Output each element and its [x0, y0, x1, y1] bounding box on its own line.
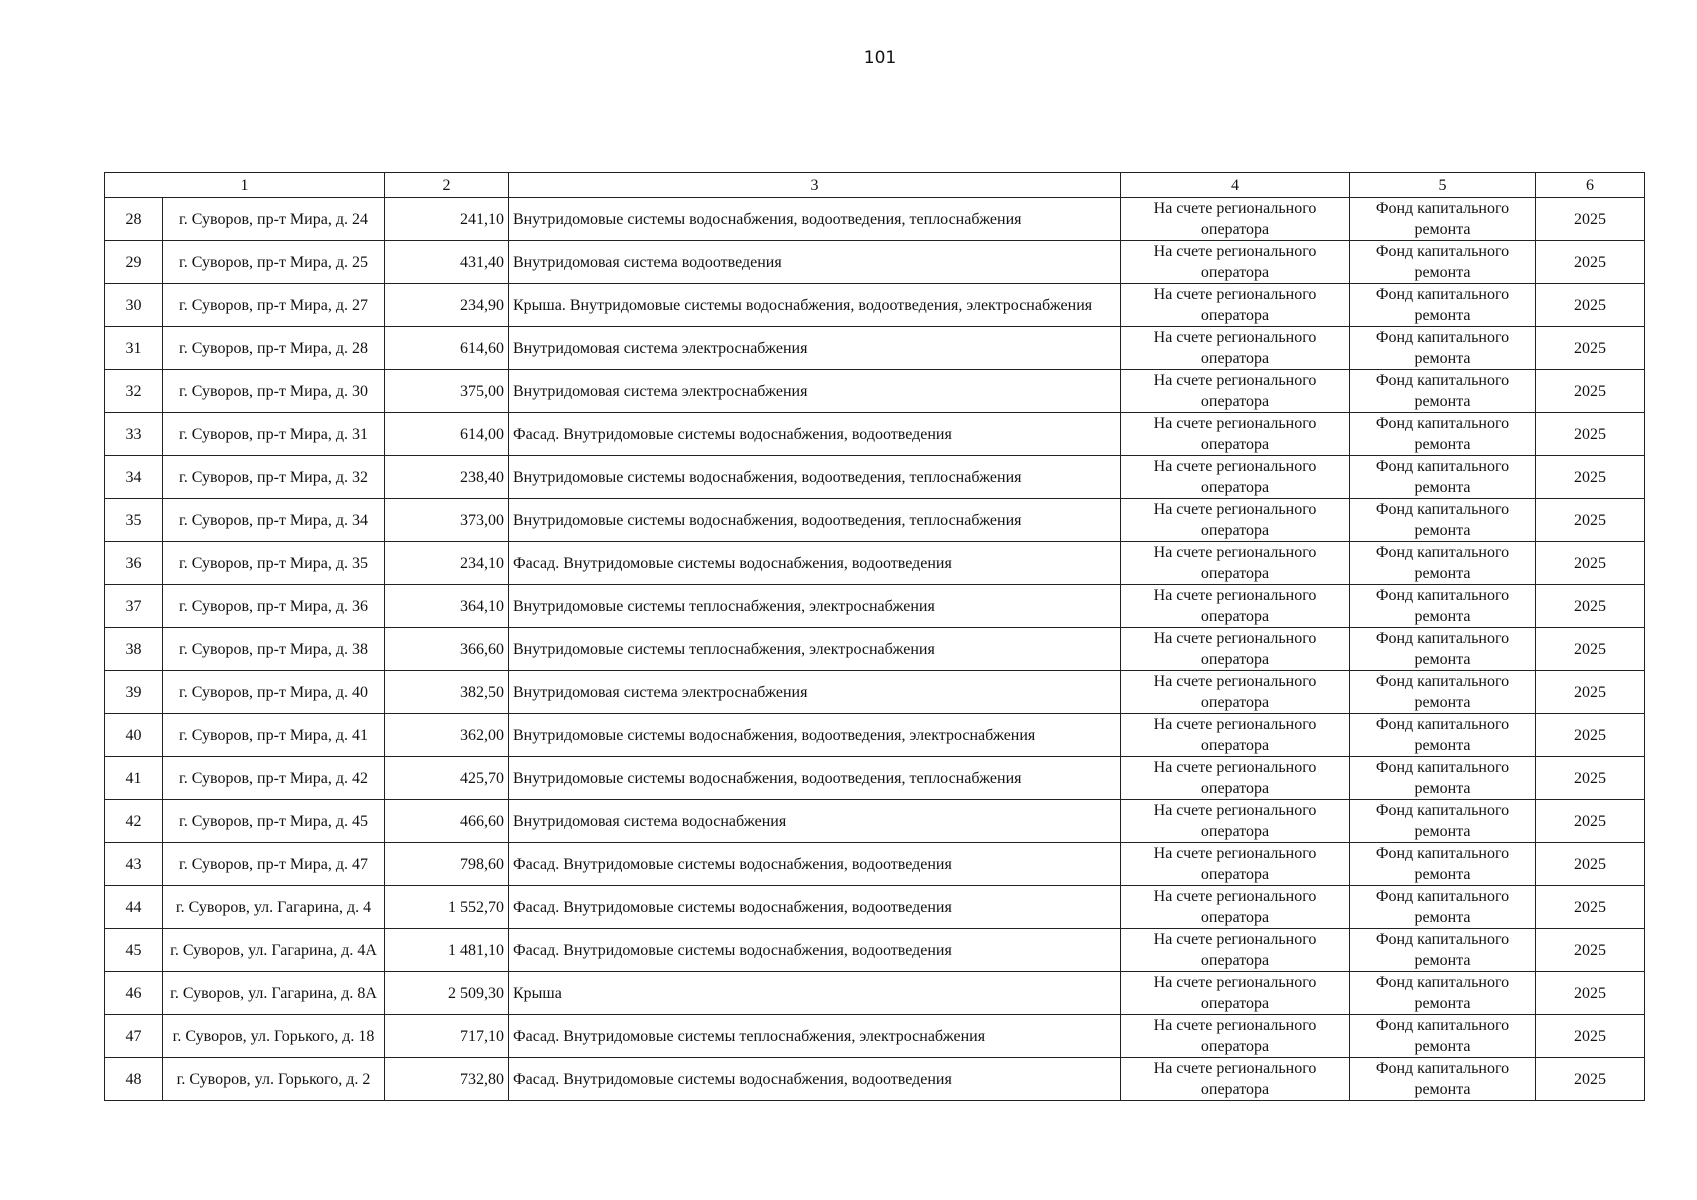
house-area-cell: 798,60 — [385, 843, 509, 886]
house-address-cell: г. Суворов, пр-т Мира, д. 36 — [163, 585, 385, 628]
repair-works-cell: Крыша — [509, 972, 1121, 1015]
page-number: 101 — [863, 48, 897, 68]
planned-year-cell: 2025 — [1536, 413, 1645, 456]
house-address-cell: г. Суворов, пр-т Мира, д. 47 — [163, 843, 385, 886]
fund-account-cell: На счете регионального оператора — [1121, 800, 1350, 843]
repair-works-cell: Внутридомовая система электроснабжения — [509, 671, 1121, 714]
house-address-cell: г. Суворов, пр-т Мира, д. 45 — [163, 800, 385, 843]
header-cell-3: 3 — [509, 173, 1121, 198]
funding-source-cell: Фонд капитального ремонта — [1350, 198, 1536, 241]
row-number-cell: 44 — [105, 886, 163, 929]
funding-source-cell: Фонд капитального ремонта — [1350, 628, 1536, 671]
header-cell-5: 5 — [1350, 173, 1536, 198]
funding-source-cell: Фонд капитального ремонта — [1350, 370, 1536, 413]
house-address-cell: г. Суворов, пр-т Мира, д. 34 — [163, 499, 385, 542]
house-area-cell: 373,00 — [385, 499, 509, 542]
table-row — [105, 456, 1645, 499]
funding-source-cell: Фонд капитального ремонта — [1350, 1015, 1536, 1058]
fund-account-cell: На счете регионального оператора — [1121, 886, 1350, 929]
fund-account-cell: На счете регионального оператора — [1121, 542, 1350, 585]
repair-works-cell: Внутридомовые системы водоснабжения, водоотведения, теплоснабжения — [509, 757, 1121, 800]
planned-year-cell: 2025 — [1536, 241, 1645, 284]
planned-year-cell: 2025 — [1536, 1058, 1645, 1101]
fund-account-cell: На счете регионального оператора — [1121, 1058, 1350, 1101]
house-area-cell: 1 481,10 — [385, 929, 509, 972]
funding-source-cell: Фонд капитального ремонта — [1350, 499, 1536, 542]
row-number-cell: 42 — [105, 800, 163, 843]
table-row — [105, 800, 1645, 843]
repair-works-cell: Фасад. Внутридомовые системы водоснабжения, водоотведения — [509, 843, 1121, 886]
row-number-cell: 39 — [105, 671, 163, 714]
house-address-cell: г. Суворов, ул. Горького, д. 2 — [163, 1058, 385, 1101]
funding-source-cell: Фонд капитального ремонта — [1350, 1058, 1536, 1101]
house-address-cell: г. Суворов, ул. Горького, д. 18 — [163, 1015, 385, 1058]
fund-account-cell: На счете регионального оператора — [1121, 972, 1350, 1015]
repair-works-cell: Внутридомовая система электроснабжения — [509, 370, 1121, 413]
house-area-cell: 431,40 — [385, 241, 509, 284]
repair-schedule-table — [104, 172, 1645, 1101]
column-number-header — [105, 173, 1645, 198]
planned-year-cell: 2025 — [1536, 1015, 1645, 1058]
row-number-cell: 46 — [105, 972, 163, 1015]
row-number-cell: 32 — [105, 370, 163, 413]
funding-source-cell: Фонд капитального ремонта — [1350, 843, 1536, 886]
header-cell-6: 6 — [1536, 173, 1645, 198]
repair-works-cell: Внутридомовые системы водоснабжения, водоотведения, электроснабжения — [509, 714, 1121, 757]
house-area-cell: 382,50 — [385, 671, 509, 714]
house-address-cell: г. Суворов, пр-т Мира, д. 35 — [163, 542, 385, 585]
house-address-cell: г. Суворов, пр-т Мира, д. 32 — [163, 456, 385, 499]
table-row — [105, 585, 1645, 628]
repair-works-cell: Фасад. Внутридомовые системы водоснабжения, водоотведения — [509, 1058, 1121, 1101]
fund-account-cell: На счете регионального оператора — [1121, 284, 1350, 327]
table-row — [105, 886, 1645, 929]
row-number-cell: 33 — [105, 413, 163, 456]
house-area-cell: 375,00 — [385, 370, 509, 413]
fund-account-cell: На счете регионального оператора — [1121, 370, 1350, 413]
repair-works-cell: Внутридомовая система водоснабжения — [509, 800, 1121, 843]
house-area-cell: 362,00 — [385, 714, 509, 757]
repair-works-cell: Внутридомовые системы водоснабжения, водоотведения, теплоснабжения — [509, 499, 1121, 542]
planned-year-cell: 2025 — [1536, 585, 1645, 628]
table-row — [105, 843, 1645, 886]
repair-works-cell: Внутридомовые системы теплоснабжения, электроснабжения — [509, 585, 1121, 628]
planned-year-cell: 2025 — [1536, 542, 1645, 585]
row-number-cell: 29 — [105, 241, 163, 284]
repair-works-cell: Внутридомовая система водоотведения — [509, 241, 1121, 284]
row-number-cell: 34 — [105, 456, 163, 499]
house-area-cell: 234,10 — [385, 542, 509, 585]
row-number-cell: 47 — [105, 1015, 163, 1058]
planned-year-cell: 2025 — [1536, 198, 1645, 241]
repair-works-cell: Внутридомовые системы водоснабжения, водоотведения, теплоснабжения — [509, 456, 1121, 499]
table-row — [105, 241, 1645, 284]
house-address-cell: г. Суворов, пр-т Мира, д. 28 — [163, 327, 385, 370]
house-area-cell: 364,10 — [385, 585, 509, 628]
table-row — [105, 499, 1645, 542]
planned-year-cell: 2025 — [1536, 843, 1645, 886]
funding-source-cell: Фонд капитального ремонта — [1350, 714, 1536, 757]
house-area-cell: 425,70 — [385, 757, 509, 800]
house-address-cell: г. Суворов, пр-т Мира, д. 40 — [163, 671, 385, 714]
house-area-cell: 2 509,30 — [385, 972, 509, 1015]
planned-year-cell: 2025 — [1536, 757, 1645, 800]
table-row — [105, 757, 1645, 800]
house-area-cell: 1 552,70 — [385, 886, 509, 929]
funding-source-cell: Фонд капитального ремонта — [1350, 585, 1536, 628]
planned-year-cell: 2025 — [1536, 972, 1645, 1015]
house-area-cell: 238,40 — [385, 456, 509, 499]
house-address-cell: г. Суворов, ул. Гагарина, д. 8А — [163, 972, 385, 1015]
repair-works-cell: Фасад. Внутридомовые системы водоснабжения, водоотведения — [509, 542, 1121, 585]
planned-year-cell: 2025 — [1536, 499, 1645, 542]
fund-account-cell: На счете регионального оператора — [1121, 843, 1350, 886]
house-address-cell: г. Суворов, пр-т Мира, д. 42 — [163, 757, 385, 800]
funding-source-cell: Фонд капитального ремонта — [1350, 241, 1536, 284]
row-number-cell: 37 — [105, 585, 163, 628]
funding-source-cell: Фонд капитального ремонта — [1350, 800, 1536, 843]
row-number-cell: 36 — [105, 542, 163, 585]
table-row — [105, 714, 1645, 757]
fund-account-cell: На счете регионального оператора — [1121, 413, 1350, 456]
planned-year-cell: 2025 — [1536, 671, 1645, 714]
repair-works-cell: Внутридомовые системы теплоснабжения, электроснабжения — [509, 628, 1121, 671]
funding-source-cell: Фонд капитального ремонта — [1350, 757, 1536, 800]
funding-source-cell: Фонд капитального ремонта — [1350, 413, 1536, 456]
table-row — [105, 671, 1645, 714]
funding-source-cell: Фонд капитального ремонта — [1350, 671, 1536, 714]
repair-works-cell: Крыша. Внутридомовые системы водоснабжения, водоотведения, электроснабжения — [509, 284, 1121, 327]
funding-source-cell: Фонд капитального ремонта — [1350, 972, 1536, 1015]
table-row — [105, 542, 1645, 585]
row-number-cell: 45 — [105, 929, 163, 972]
planned-year-cell: 2025 — [1536, 929, 1645, 972]
planned-year-cell: 2025 — [1536, 370, 1645, 413]
fund-account-cell: На счете регионального оператора — [1121, 628, 1350, 671]
row-number-cell: 31 — [105, 327, 163, 370]
house-address-cell: г. Суворов, пр-т Мира, д. 41 — [163, 714, 385, 757]
funding-source-cell: Фонд капитального ремонта — [1350, 542, 1536, 585]
row-number-cell: 28 — [105, 198, 163, 241]
repair-works-cell: Фасад. Внутридомовые системы водоснабжения, водоотведения — [509, 413, 1121, 456]
house-area-cell: 466,60 — [385, 800, 509, 843]
house-area-cell: 614,00 — [385, 413, 509, 456]
fund-account-cell: На счете регионального оператора — [1121, 757, 1350, 800]
house-address-cell: г. Суворов, пр-т Мира, д. 38 — [163, 628, 385, 671]
house-address-cell: г. Суворов, пр-т Мира, д. 30 — [163, 370, 385, 413]
fund-account-cell: На счете регионального оператора — [1121, 1015, 1350, 1058]
repair-works-cell: Фасад. Внутридомовые системы теплоснабжения, электроснабжения — [509, 1015, 1121, 1058]
fund-account-cell: На счете регионального оператора — [1121, 327, 1350, 370]
house-address-cell: г. Суворов, пр-т Мира, д. 27 — [163, 284, 385, 327]
table-row — [105, 972, 1645, 1015]
row-number-cell: 38 — [105, 628, 163, 671]
fund-account-cell: На счете регионального оператора — [1121, 714, 1350, 757]
header-cell-4: 4 — [1121, 173, 1350, 198]
funding-source-cell: Фонд капитального ремонта — [1350, 456, 1536, 499]
row-number-cell: 30 — [105, 284, 163, 327]
house-area-cell: 366,60 — [385, 628, 509, 671]
repair-works-cell: Фасад. Внутридомовые системы водоснабжения, водоотведения — [509, 886, 1121, 929]
funding-source-cell: Фонд капитального ремонта — [1350, 886, 1536, 929]
table-row — [105, 198, 1645, 241]
row-number-cell: 48 — [105, 1058, 163, 1101]
funding-source-cell: Фонд капитального ремонта — [1350, 929, 1536, 972]
table-row — [105, 413, 1645, 456]
house-address-cell: г. Суворов, пр-т Мира, д. 31 — [163, 413, 385, 456]
table-row — [105, 628, 1645, 671]
header-cell-2: 2 — [385, 173, 509, 198]
house-address-cell: г. Суворов, пр-т Мира, д. 25 — [163, 241, 385, 284]
fund-account-cell: На счете регионального оператора — [1121, 499, 1350, 542]
planned-year-cell: 2025 — [1536, 800, 1645, 843]
table-row — [105, 327, 1645, 370]
planned-year-cell: 2025 — [1536, 628, 1645, 671]
table-row — [105, 284, 1645, 327]
table-row — [105, 929, 1645, 972]
house-area-cell: 614,60 — [385, 327, 509, 370]
repair-works-cell: Фасад. Внутридомовые системы водоснабжения, водоотведения — [509, 929, 1121, 972]
row-number-cell: 35 — [105, 499, 163, 542]
house-area-cell: 732,80 — [385, 1058, 509, 1101]
table-row — [105, 1015, 1645, 1058]
row-number-cell: 40 — [105, 714, 163, 757]
fund-account-cell: На счете регионального оператора — [1121, 198, 1350, 241]
planned-year-cell: 2025 — [1536, 714, 1645, 757]
planned-year-cell: 2025 — [1536, 456, 1645, 499]
funding-source-cell: Фонд капитального ремонта — [1350, 284, 1536, 327]
funding-source-cell: Фонд капитального ремонта — [1350, 327, 1536, 370]
house-area-cell: 241,10 — [385, 198, 509, 241]
row-number-cell: 41 — [105, 757, 163, 800]
house-address-cell: г. Суворов, ул. Гагарина, д. 4 — [163, 886, 385, 929]
repair-works-cell: Внутридомовые системы водоснабжения, водоотведения, теплоснабжения — [509, 198, 1121, 241]
fund-account-cell: На счете регионального оператора — [1121, 929, 1350, 972]
fund-account-cell: На счете регионального оператора — [1121, 456, 1350, 499]
fund-account-cell: На счете регионального оператора — [1121, 671, 1350, 714]
house-address-cell: г. Суворов, пр-т Мира, д. 24 — [163, 198, 385, 241]
planned-year-cell: 2025 — [1536, 327, 1645, 370]
repair-works-cell: Внутридомовая система электроснабжения — [509, 327, 1121, 370]
fund-account-cell: На счете регионального оператора — [1121, 241, 1350, 284]
planned-year-cell: 2025 — [1536, 284, 1645, 327]
table-row — [105, 370, 1645, 413]
table-row — [105, 1058, 1645, 1101]
row-number-cell: 43 — [105, 843, 163, 886]
house-area-cell: 234,90 — [385, 284, 509, 327]
house-address-cell: г. Суворов, ул. Гагарина, д. 4А — [163, 929, 385, 972]
fund-account-cell: На счете регионального оператора — [1121, 585, 1350, 628]
planned-year-cell: 2025 — [1536, 886, 1645, 929]
header-cell-1: 1 — [105, 173, 385, 198]
house-area-cell: 717,10 — [385, 1015, 509, 1058]
